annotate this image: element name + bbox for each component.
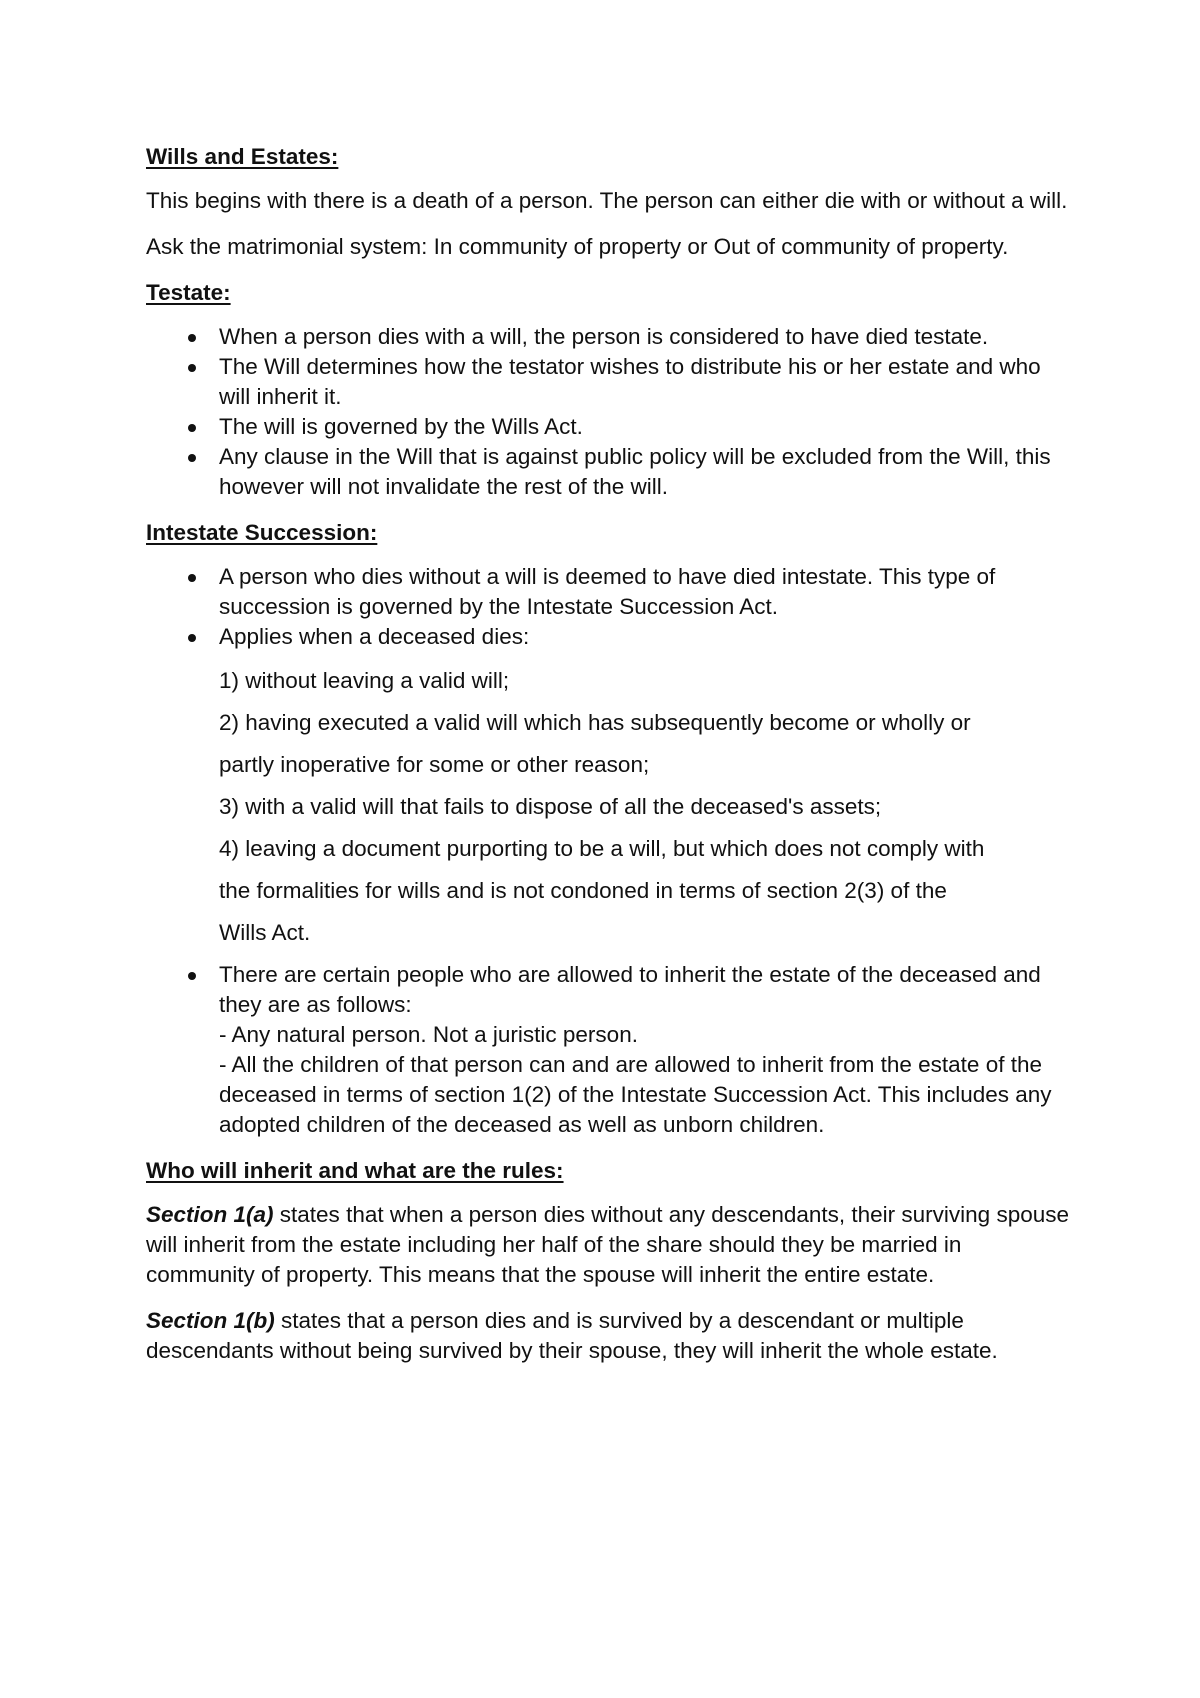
section-1b-text: states that a person dies and is survived by a descendant or multiple descendants without being survived by their spouse, they will inherit the whole estate. <box>146 1308 998 1363</box>
section-1b-label: Section 1(b) <box>146 1308 275 1333</box>
list-item <box>146 562 1076 622</box>
section-1a-label: Section 1(a) <box>146 1202 274 1227</box>
list-item <box>146 442 1076 502</box>
bullet-icon <box>188 364 196 372</box>
bullet-icon <box>188 574 196 582</box>
dash-item: - All the children of that person can and are allowed to inherit from the estate of the deceased in terms of section 1(2) of the Intestate Succession Act. This includes any adopted children of the deceased as well as unborn children. <box>219 1052 1052 1137</box>
list-item <box>146 322 1076 352</box>
bullet-icon <box>188 634 196 642</box>
list-item <box>146 960 1076 1140</box>
bullet-icon <box>188 334 196 342</box>
bullet-icon <box>188 424 196 432</box>
rules-heading: Who will inherit and what are the rules: <box>146 1158 564 1183</box>
condition-line: 3) with a valid will that fails to dispose of all the deceased's assets; <box>219 794 882 819</box>
section-1a-text: states that when a person dies without any descendants, their surviving spouse will inherit from the estate including her half of the share should they be married in community of property. This means that the spouse will inherit the entire estate. <box>146 1202 1069 1287</box>
conditions-list <box>219 660 1076 954</box>
testate-heading: Testate: <box>146 280 231 305</box>
bullet-icon <box>188 454 196 462</box>
intestate-list <box>146 562 1076 1140</box>
section-1a-paragraph <box>146 1200 1076 1290</box>
document-title: Wills and Estates: <box>146 144 339 169</box>
intestate-heading: Intestate Succession: <box>146 520 378 545</box>
condition-line: 2) having executed a valid will which has subsequently become or wholly or <box>219 710 971 735</box>
intro-paragraph-1: This begins with there is a death of a person. The person can either die with or without a will. <box>146 188 1068 213</box>
list-item-text: The Will determines how the testator wishes to distribute his or her estate and who will inherit it. <box>219 354 1041 409</box>
list-item <box>146 622 1076 954</box>
list-item <box>146 412 1076 442</box>
list-item-text: Any clause in the Will that is against public policy will be excluded from the Will, this however will not invalidate the rest of the will. <box>219 444 1051 499</box>
document-page <box>146 142 1076 1382</box>
section-1b-paragraph <box>146 1306 1076 1366</box>
list-item-text: There are certain people who are allowed to inherit the estate of the deceased and they are as follows: <box>219 962 1041 1017</box>
condition-line: 1) without leaving a valid will; <box>219 668 510 693</box>
list-item-text: Applies when a deceased dies: <box>219 624 530 649</box>
intro-paragraph-2: Ask the matrimonial system: In community of property or Out of community of property. <box>146 234 1009 259</box>
condition-line: Wills Act. <box>219 920 311 945</box>
testate-list <box>146 322 1076 502</box>
condition-line: 4) leaving a document purporting to be a will, but which does not comply with <box>219 836 985 861</box>
list-item-text: When a person dies with a will, the person is considered to have died testate. <box>219 324 989 349</box>
list-item <box>146 352 1076 412</box>
condition-line: the formalities for wills and is not condoned in terms of section 2(3) of the <box>219 878 947 903</box>
condition-line: partly inoperative for some or other reason; <box>219 752 650 777</box>
bullet-icon <box>188 972 196 980</box>
dash-item: - Any natural person. Not a juristic person. <box>219 1022 638 1047</box>
list-item-text: A person who dies without a will is deemed to have died intestate. This type of succession is governed by the Intestate Succession Act. <box>219 564 996 619</box>
list-item-text: The will is governed by the Wills Act. <box>219 414 583 439</box>
